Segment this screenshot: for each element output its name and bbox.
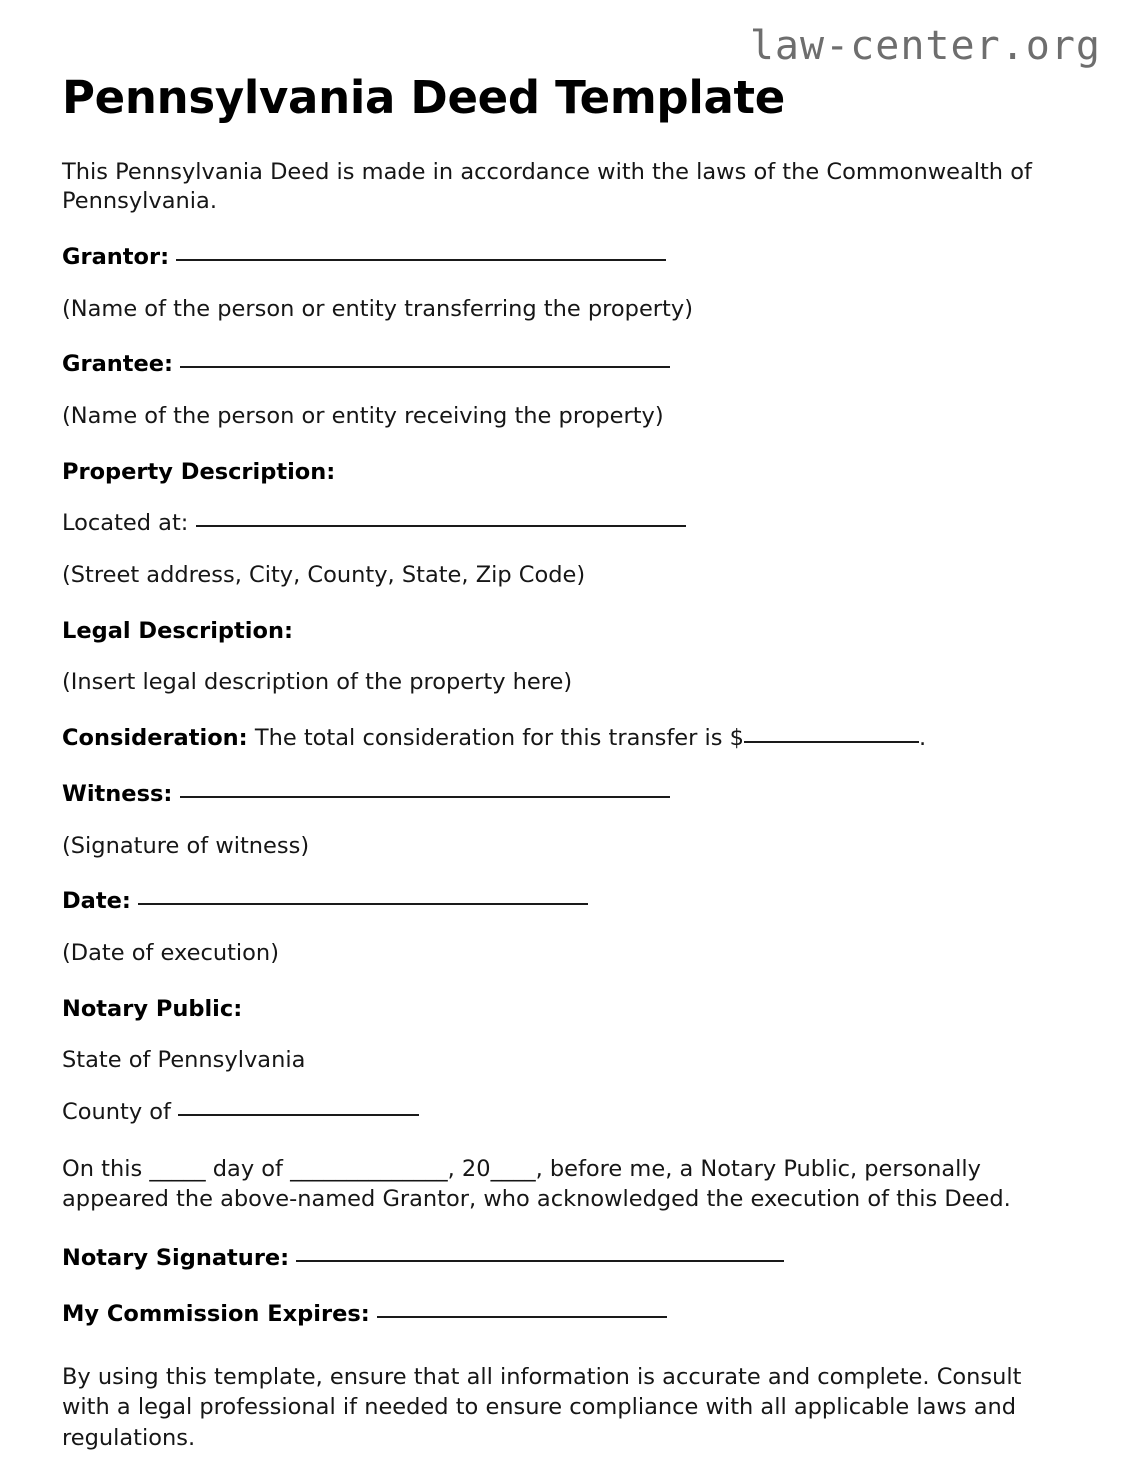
state-line: State of Pennsylvania: [62, 1047, 306, 1074]
notary-acknowledgment-paragraph: [62, 1154, 1012, 1215]
grantee-label: Grantee:: [62, 351, 174, 378]
grantor-field-row: [62, 243, 1071, 273]
grantee-input-line[interactable]: [180, 366, 670, 368]
notary-text-4: , before me, a Notary Public, personally appeared the above-named Grantor, who acknowledged the execution of this Deed.: [62, 1155, 1011, 1213]
closing-paragraph: By using this template, ensure that all information is accurate and complete. Consult with a legal professional if needed to ensure compliance with all applicable laws and regulations.: [62, 1363, 1022, 1451]
located-at-input-line[interactable]: [196, 525, 686, 527]
witness-label: Witness:: [62, 780, 173, 807]
grantor-label: Grantor:: [62, 243, 170, 270]
county-label: County of: [62, 1098, 171, 1125]
notary-text-2: day of: [205, 1155, 291, 1182]
consideration-period: .: [918, 725, 927, 752]
notary-day-blank[interactable]: _____: [149, 1155, 206, 1182]
located-at-label: Located at:: [62, 510, 189, 537]
intro-paragraph: This Pennsylvania Deed is made in accordance with the laws of the Commonwealth of Pennsylvania.: [62, 158, 1032, 215]
commission-expires-field-row: [62, 1300, 1071, 1330]
notary-text-1: On this: [62, 1155, 150, 1182]
grantee-hint: (Name of the person or entity receiving the property): [62, 403, 664, 430]
grantor-input-line[interactable]: [176, 259, 666, 261]
grantor-hint: (Name of the person or entity transferring the property): [62, 295, 693, 322]
consideration-row: [62, 724, 1071, 754]
notary-signature-field-row: [62, 1244, 1071, 1274]
notary-text-3: , 20: [447, 1155, 491, 1182]
legal-description-heading-row: [62, 617, 1071, 647]
notary-year-blank[interactable]: ____: [490, 1155, 536, 1182]
grantee-field-row: [62, 350, 1071, 380]
located-at-hint: (Street address, City, County, State, Zip Code): [62, 562, 586, 589]
property-description-heading-row: [62, 458, 1071, 488]
notary-signature-label: Notary Signature:: [62, 1245, 290, 1272]
county-input-line[interactable]: [178, 1114, 419, 1116]
consideration-text: The total consideration for this transfer is $: [254, 725, 744, 752]
consideration-label: Consideration:: [62, 725, 248, 752]
date-hint: (Date of execution): [62, 939, 279, 966]
located-at-field-row: [62, 509, 1071, 539]
witness-input-line[interactable]: [180, 796, 670, 798]
notary-public-label: Notary Public:: [62, 995, 243, 1022]
commission-expires-input-line[interactable]: [377, 1316, 667, 1318]
notary-signature-input-line[interactable]: [296, 1260, 784, 1262]
notary-public-heading-row: [62, 995, 1071, 1025]
witness-field-row: [62, 780, 1071, 810]
consideration-amount-line[interactable]: [744, 741, 919, 743]
page-title: Pennsylvania Deed Template: [62, 71, 785, 124]
witness-hint: (Signature of witness): [62, 832, 310, 859]
property-description-label: Property Description:: [62, 458, 336, 485]
date-input-line[interactable]: [138, 903, 588, 905]
legal-description-hint: (Insert legal description of the property here): [62, 669, 573, 696]
commission-expires-label: My Commission Expires:: [62, 1301, 370, 1328]
site-watermark: law-center.org: [749, 23, 1101, 69]
legal-description-label: Legal Description:: [62, 617, 293, 644]
date-field-row: [62, 887, 1071, 917]
county-field-row: [62, 1098, 1071, 1128]
notary-month-blank[interactable]: ______________: [290, 1155, 448, 1182]
date-label: Date:: [62, 888, 131, 915]
